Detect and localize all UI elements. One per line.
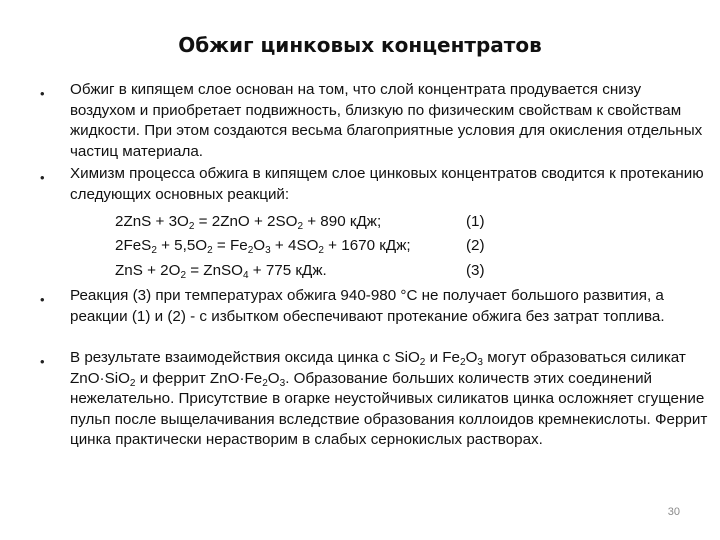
slide-title: Обжиг цинковых концентратов (178, 33, 542, 57)
reaction-3-number: (3) (466, 262, 485, 279)
paragraph-silicates-ferrites: В результате взаимодействия оксида цинка с SiO$_2$ и $Fe_2O_3$ могут образоваться силикат ZnO·SiO$_2$ и феррит $ZnO\cdot Fe_2O_3$. Образование больших количеств этих соединений нежелательно. Присутствие в огарке неустойчивых силикатов цинка осложняет сгущение пульп после выщелачивания вследствие образования коллоидов кремнекислоты. Феррит цинка практически нерастворим в слабых сернокислых растворах. (70, 349, 708, 448)
reaction-1: $2ZnS + 3O_2 = 2ZnO + 2SO_2 + 890$ кДж; (115, 213, 382, 232)
bullet-4-marker: • (40, 354, 45, 369)
page-number: 30 (667, 506, 680, 518)
bullet-3-marker: • (40, 292, 45, 307)
reaction-2-number: (2) (466, 237, 485, 254)
bullet-1-marker: • (40, 86, 45, 101)
reaction-2: $2FeS_2 + 5,5O_2 = Fe_2O_3 + 4SO_2 + 1670$ кДж; (115, 237, 411, 256)
bullet-2-marker: • (40, 170, 45, 185)
paragraph-chemistry: Химизм процесса обжига в кипящем слое цинковых концентратов сводится к протеканию следующих основных реакций: (70, 165, 704, 203)
reaction-3: ZnS + $2O_2$ = ZnSO$_4$ + 775 кДж. (115, 262, 327, 281)
paragraph-fluidized-bed: Обжиг в кипящем слое основан на том, что слой концентрата продувается снизу воздухом и приобретает подвижность, близкую по физическим свойствам к свойствам жидкости. При этом создаются весьма благоприятные условия для окисления отдельных частиц материала. (70, 81, 703, 160)
reaction-1-number: (1) (466, 213, 485, 230)
paragraph-reaction-3: Реакция (3) при температурах обжига 940-980 °С не получает большого развития, а реакции (1) и (2) - с избытком обеспечивают протекание обжига без затрат топлива. (70, 287, 665, 325)
